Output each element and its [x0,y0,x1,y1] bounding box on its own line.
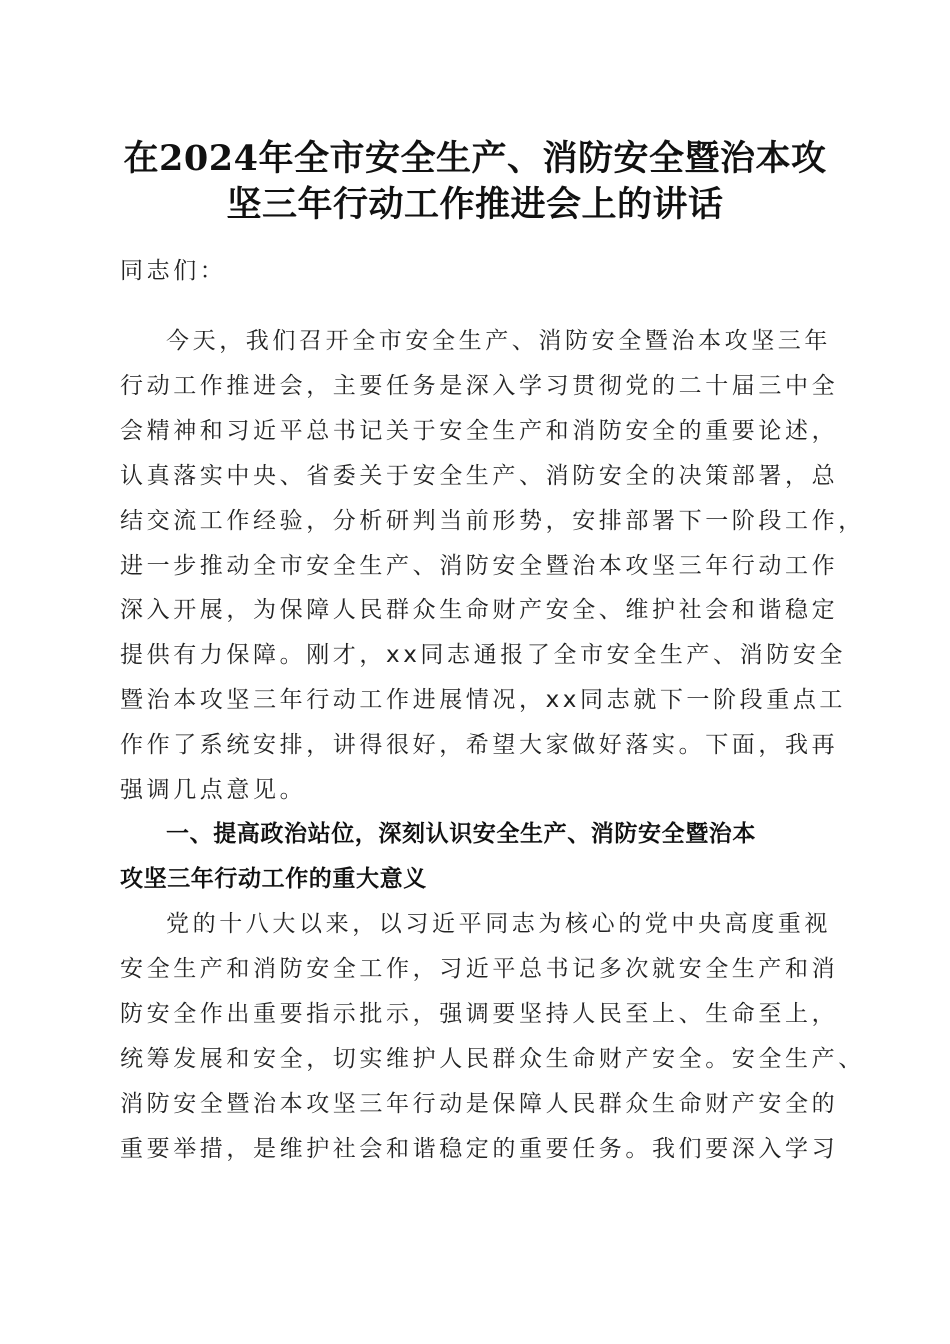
paragraph-1-line-4: 认真落实中央、省委关于安全生产、消防安全的决策部署，总 [120,463,839,489]
document-title-line-1: 在2024年全市安全生产、消防安全暨治本攻 [123,138,827,179]
paragraph-2-line-5: 消防安全暨治本攻坚三年行动是保障人民群众生命财产安全的 [120,1091,839,1117]
paragraph-2-line-4: 统筹发展和安全，切实维护人民群众生命财产安全。安全生产、 [120,1046,865,1072]
greeting: 同志们： [120,258,227,284]
paragraph-2-line-6: 重要举措，是维护社会和谐稳定的重要任务。我们要深入学习 [120,1136,839,1162]
paragraph-1-line-2: 行动工作推进会，主要任务是深入学习贯彻党的二十届三中全 [120,373,839,399]
paragraph-1-line-10: 作作了系统安排，讲得很好，希望大家做好落实。下面，我再 [120,732,839,758]
paragraph-1-line-7: 深入开展，为保障人民群众生命财产安全、维护社会和谐稳定 [120,597,839,623]
paragraph-1-line-1: 今天，我们召开全市安全生产、消防安全暨治本攻坚三年 [166,328,831,354]
paragraph-1-line-9: 暨治本攻坚三年行动工作进展情况，xx同志就下一阶段重点工 [120,687,847,713]
paragraph-1-line-3: 会精神和习近平总书记关于安全生产和消防安全的重要论述， [120,418,839,444]
document-title-line-2: 坚三年行动工作推进会上的讲话 [226,184,724,225]
section-heading-1-line-2: 攻坚三年行动工作的重大意义 [120,866,427,892]
paragraph-1-line-5: 结交流工作经验，分析研判当前形势，安排部署下一阶段工作， [120,508,865,534]
paragraph-2-line-2: 安全生产和消防安全工作，习近平总书记多次就安全生产和消 [120,956,839,982]
paragraph-2-line-1: 党的十八大以来，以习近平同志为核心的党中央高度重视 [166,911,831,937]
paragraph-1-line-11: 强调几点意见。 [120,777,307,803]
paragraph-1-line-8: 提供有力保障。刚才，xx同志通报了全市安全生产、消防安全 [120,642,847,668]
paragraph-1-line-6: 进一步推动全市安全生产、消防安全暨治本攻坚三年行动工作 [120,553,839,579]
paragraph-2-line-3: 防安全作出重要指示批示，强调要坚持人民至上、生命至上， [120,1001,839,1027]
section-heading-1-line-1: 一、提高政治站位，深刻认识安全生产、消防安全暨治本 [166,821,756,847]
